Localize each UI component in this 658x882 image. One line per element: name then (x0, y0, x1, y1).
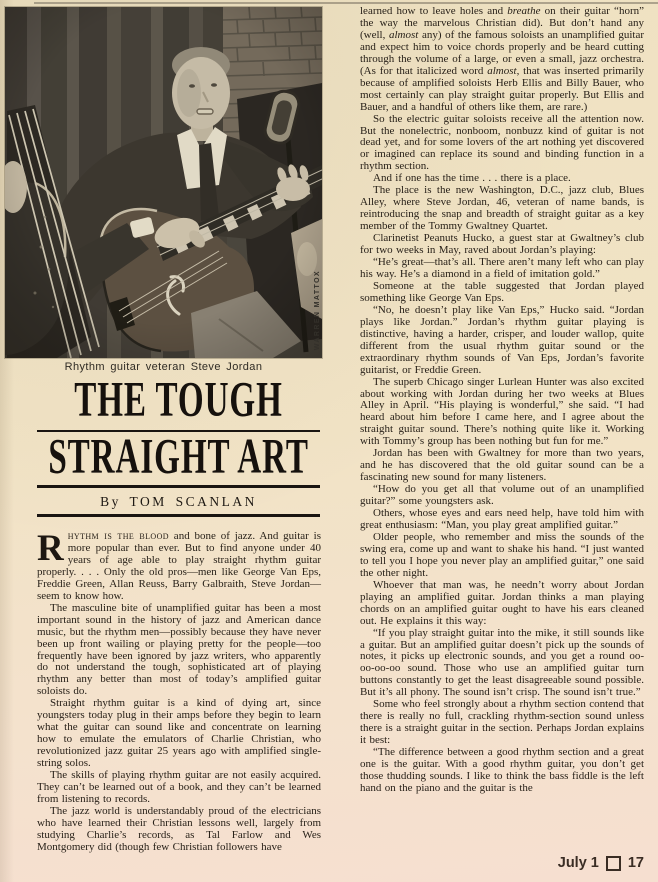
text-run: “How do you get all that volume out of an unamplified guitar?” some youngsters ask. (360, 483, 644, 508)
article-paragraph (360, 233, 644, 257)
article-paragraph (360, 628, 644, 700)
text-run: Others, whose eyes and ears need help, have told him with great enthusiasm: “Man, you play great amplified guitar.” (360, 507, 644, 531)
italic-run: almost, (487, 64, 520, 77)
article-paragraph (360, 281, 644, 305)
article-column-right (360, 6, 644, 795)
headline-rule-2 (37, 485, 320, 488)
text-run: “The difference between a good rhythm section and a great one is the guitar. With a good rhythm guitar, you don’t get those thudding sounds. I like to think the bass fiddle is the left hand on the piano and the guitar is the (360, 746, 644, 794)
article-paragraph (360, 580, 644, 628)
article-column-left (37, 528, 321, 854)
text-run: any) of the famous soloists an unamplified guitar and expect him to voice chords properly and be heard cutting through the volume of a large, or even a small, jazz orchestra. (As for that italicized word (360, 28, 644, 77)
article-paragraph (360, 114, 644, 174)
article-paragraph (360, 508, 644, 532)
small-caps-lead: hythm is the blood (67, 530, 169, 542)
article-paragraph (360, 377, 644, 449)
text-run: The skills of playing rhythm guitar are not easily acquired. They can’t be learned out of a book, and they can’t be learned from listening to records. (37, 769, 321, 805)
article-paragraph (37, 603, 321, 699)
text-run: Straight rhythm guitar is a kind of dying art, since youngsters today plug in their amps before they begin to learn what the guitar can sound like and concentrate on learning how to emulate the emulators of Charlie Christian, who revolutionized jazz guitar 25 years ago with amplified single-string solos. (37, 697, 321, 770)
article-paragraph (360, 699, 644, 747)
text-run: And if one has the time . . . there is a place. (373, 172, 571, 185)
article-paragraph (360, 6, 644, 114)
text-run: Older people, who remember and miss the sounds of the swing era, come up and want to shake his hand. “I just wanted to tell you I hope you never play an amplified guitar,” one said the other night. (360, 530, 644, 579)
headline-line-2: STRAIGHT ART (48, 428, 309, 484)
article-paragraph (360, 747, 644, 795)
article-headline (37, 371, 320, 517)
dropcap: R (37, 528, 64, 569)
article-paragraph (360, 448, 644, 484)
text-run: “No, he doesn’t play like Van Eps,” Hucko said. “Jordan plays like Jordan.” Jordan’s rhythm guitar playing is distinctive, having a harder, crisper, and louder wallop, quite different from the usual rhythm guitar sound or the extraordinary rhythm sounds of Van Eps, Jordan’s favorite guitarist, or Freddie Green. (360, 303, 644, 376)
photo-caption: Rhythm guitar veteran Steve Jordan (64, 361, 263, 373)
page-top-rule (34, 2, 658, 4)
text-run: The place is the new Washington, D.C., jazz club, Blues Alley, where Steve Jordan, 46, veteran of name bands, is reintroducing the snap and breadth of straight guitar as a key member of the Tommy Gwaltney Quartet. (360, 184, 644, 233)
text-run: on their guitar “horn” the way the marvelous Christian did). But don’t hand any (well, (360, 5, 644, 41)
text-run: Clarinetist Peanuts Hucko, a guest star at Gwaltney’s club for two weeks in May, raved about Jordan’s playing: (360, 232, 644, 257)
headline-line-1: THE TOUGH (74, 371, 283, 427)
article-paragraph (360, 484, 644, 508)
article-paragraph (360, 185, 644, 233)
text-run: Whoever that man was, he needn’t worry about Jordan playing an amplified guitar. Jordan thinks a man playing chords on an amplified guitar ought to have his ears cleaned out. He explains it this way: (360, 578, 644, 627)
photo-illustration (5, 7, 322, 358)
article-paragraph (37, 770, 321, 806)
article-paragraph (360, 532, 644, 580)
italic-run: almost (388, 28, 419, 41)
text-run: Jordan has been with Gwaltney for more than two years, and he has discovered that the old guitar sound can be a fascinating new sound for many listeners. (360, 447, 644, 484)
article-paragraph (37, 698, 321, 770)
footer-square-icon (606, 856, 621, 871)
photo-credit: WARREN MATTOX (314, 269, 321, 350)
text-run: and bone of jazz. And guitar is more popular than ever. But to find anyone under 40 years of age able to play straight rhythm guitar properly. . . . Only the old pros—men like George Van Eps, Freddie Green, Allan Reuss, Barry Galbraith, Steve Jordan—seem to know how. (37, 530, 321, 602)
issue-date: July 1 (557, 855, 599, 871)
article-paragraph (37, 528, 321, 603)
italic-run: breathe (507, 5, 541, 17)
photo-steve-jordan (5, 7, 322, 358)
text-run: “If you play straight guitar into the mike, it still sounds like a guitar. But an amplified guitar doesn’t pick up the sounds of notes, it picks up electronic sounds, and you get a round oo-oo-oo-oo sound. Those who use an amplified guitar turn buttons constantly to get the least disagreeable sound possible. But it’s all phony. The sound isn’t crisp. The sound isn’t true.” (360, 626, 644, 699)
text-run: learned how to leave holes and (360, 5, 508, 17)
page-number: 17 (627, 855, 644, 871)
page-footer (558, 855, 644, 871)
article-paragraph (37, 806, 321, 854)
text-run: The superb Chicago singer Lurlean Hunter was also excited about working with Jordan during her two weeks at Blues Alley in April. “His playing is wonderful,” she said. “I had heard about him before I came here, and I agree about the straight guitar sound. There’s nothing quite like it. Working with Tommy’s group has been nothing but fun for me.” (360, 375, 644, 448)
text-run: So the electric guitar soloists receive all the attention now. But the nonelectric, nonboom, nonbuzz kind of guitar is not dead yet, and for some lovers of the art nothing yet discovered or imagined can replace its sound and binding function in a rhythm section. (360, 112, 644, 173)
text-run: The masculine bite of unamplified guitar has been a most important sound in the history of jazz and American dance music, but the rhythm men—possibly because they have never been up front wailing or playing pretty for the people—too frequently have been ignored by jazz writers, who apparently do not understand the tough, sophisticated art of playing rhythm any better than most of today’s amplified guitar soloists do. (37, 601, 321, 698)
text-run: “He’s great—that’s all. There aren’t many left who can play his way. He’s a diamond in a field of imitation gold.” (360, 256, 644, 280)
text-run: Some who feel strongly about a rhythm section contend that there is really no full, crackling rhythm-section sound unless there is a straight guitar in the section. Perhaps Jordan explains it best: (360, 698, 644, 747)
article-paragraph (360, 257, 644, 281)
text-run: that was inserted primarily because of amplified soloists Herb Ellis and Billy Bauer, who most certainly can play straight guitar properly. But Ellis and Bauer, and a handful of others like them, are rare.) (360, 64, 644, 113)
text-run: The jazz world is understandably proud of the electricians who have learned their Christian lessons well, largely from studying Charlie’s records, as Tal Farlow and Wes Montgomery did (though few Christian followers have (37, 804, 321, 853)
text-run: Someone at the table suggested that Jordan played something like George Van Eps. (360, 279, 644, 304)
byline: By TOM SCANLAN (100, 493, 257, 509)
article-paragraph (360, 305, 644, 377)
headline-rule-3 (37, 514, 320, 517)
